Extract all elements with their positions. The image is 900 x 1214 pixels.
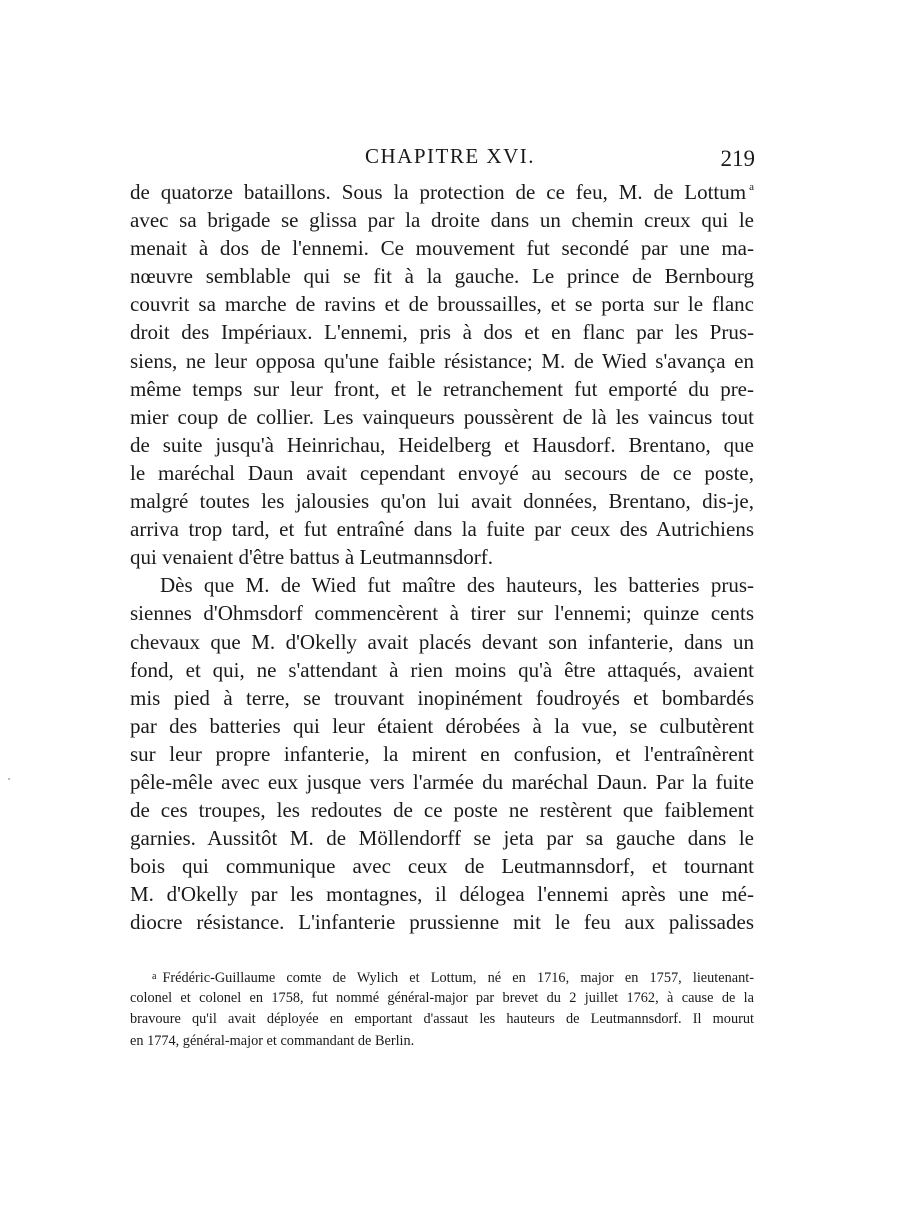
- footnote-line: en 1774, général-major et commandant de Berlin.: [130, 1033, 415, 1050]
- text-line: de ces troupes, les redoutes de ce poste ne restèrent que faiblement: [130, 798, 754, 823]
- text-line: fond, et qui, ne s'attendant à rien moins qu'à être attaqués, avaient: [130, 657, 754, 682]
- text-line: par des batteries qui leur étaient dérobées à la vue, se culbutèrent: [130, 713, 754, 738]
- text-line: nœuvre semblable qui se fit à la gauche. Le prince de Bernbourg: [130, 264, 754, 289]
- text-line: garnies. Aussitôt M. de Möllendorff se jeta par sa gauche dans le: [130, 826, 754, 851]
- text-line: malgré toutes les jalousies qu'on lui avait données, Brentano, dis-je,: [130, 489, 754, 514]
- text-line: pêle-mêle avec eux jusque vers l'armée du maréchal Daun. Par la fuite: [130, 769, 754, 794]
- footnote-reference: a: [749, 181, 754, 193]
- running-title: CHAPITRE XVI.: [365, 144, 535, 168]
- text-line: mier coup de collier. Les vainqueurs poussèrent de là les vaincus tout: [130, 404, 754, 429]
- text-line: de quatorze bataillons. Sous la protection de ce feu, M. de Lottum $^a$: [130, 180, 754, 204]
- footnote-line: $^a$ Frédéric-Guillaume comte de Wylich et Lottum, né en 1716, major en 1757, lieutenant-: [152, 970, 754, 986]
- text-line: bois qui communique avec ceux de Leutmannsdorf, et tournant: [130, 854, 754, 879]
- text-line: sur leur propre infanterie, la mirent en confusion, et l'entraînèrent: [130, 741, 754, 766]
- text-line: droit des Impériaux. L'ennemi, pris à dos et en flanc par les Prus-: [130, 320, 754, 345]
- text-line: couvrit sa marche de ravins et de broussailles, et se porta sur le flanc: [130, 292, 754, 317]
- text-line: diocre résistance. L'infanterie prussienne mit le feu aux palissades: [130, 910, 754, 935]
- main-text: [130, 178, 754, 937]
- text-line: siennes d'Ohmsdorf commencèrent à tirer sur l'ennemi; quinze cents: [130, 601, 754, 626]
- text-line: de suite jusqu'à Heinrichau, Heidelberg et Hausdorf. Brentano, que: [130, 432, 754, 457]
- text-line: siens, ne leur opposa qu'une faible résistance; M. de Wied s'avança en: [130, 348, 754, 373]
- margin-speck: [8, 778, 10, 780]
- text-line: même temps sur leur front, et le retranchement fut emporté du pre-: [130, 376, 754, 401]
- footnote-block: [130, 966, 754, 1053]
- text-line: mis pied à terre, se trouvant inopinément foudroyés et bombardés: [130, 685, 754, 710]
- footnote-marker: a: [152, 971, 157, 982]
- text-line: avec sa brigade se glissa par la droite dans un chemin creux qui le: [130, 208, 754, 233]
- text-line: menait à dos de l'ennemi. Ce mouvement fut secondé par une ma-: [130, 236, 754, 261]
- text-line: arriva trop tard, et fut entraîné dans la fuite par ceux des Autrichiens: [130, 517, 754, 542]
- page-number: 219: [720, 146, 755, 171]
- text-line: M. d'Okelly par les montagnes, il délogea l'ennemi après une mé-: [130, 882, 754, 907]
- text-line: chevaux que M. d'Okelly avait placés devant son infanterie, dans un: [130, 629, 754, 654]
- text-line: qui venaient d'être battus à Leutmannsdorf.: [130, 545, 493, 570]
- footnote-line: colonel et colonel en 1758, fut nommé général-major par brevet du 2 juillet 1762, à cause de la: [130, 989, 754, 1006]
- footnote-line: bravoure qu'il avait déployée en emportant d'assaut les hauteurs de Leutmannsdorf. Il mourut: [130, 1011, 754, 1028]
- text-line: Dès que M. de Wied fut maître des hauteurs, les batteries prus-: [160, 573, 754, 598]
- text-line: le maréchal Daun avait cependant envoyé au secours de ce poste,: [130, 460, 754, 485]
